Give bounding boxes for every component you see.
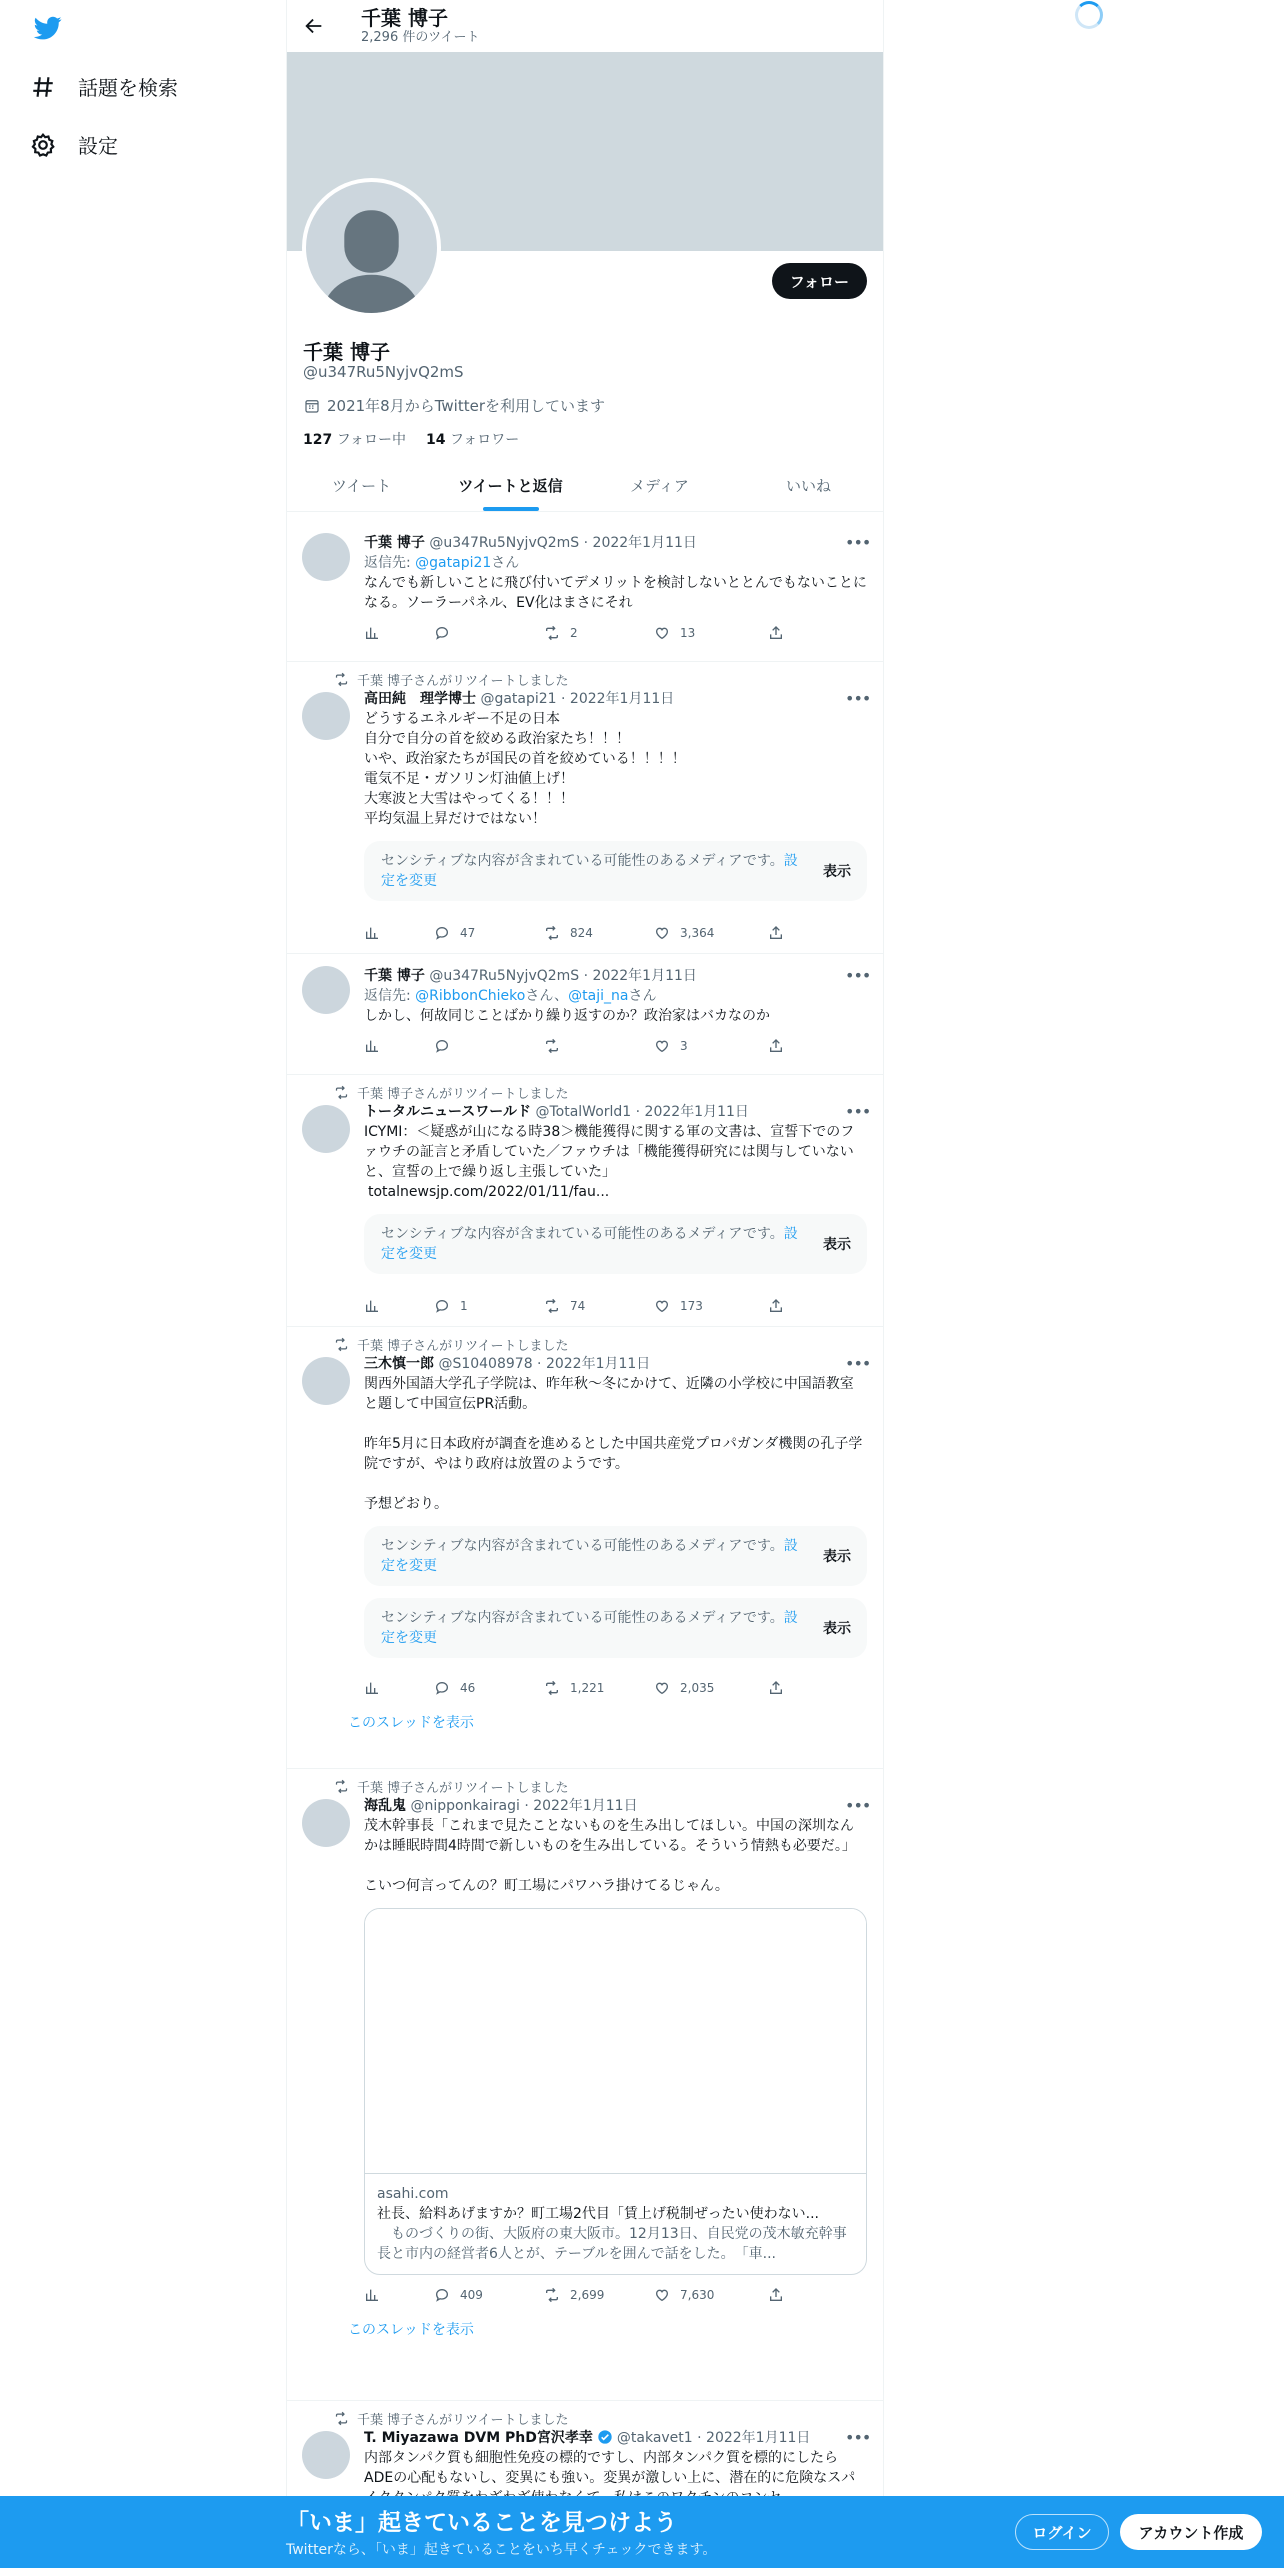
retweet-indicator: 千葉 博子さんがリツイートしました bbox=[334, 2408, 867, 2428]
tweet[interactable] bbox=[287, 1075, 883, 1327]
retweet-icon bbox=[544, 625, 560, 641]
retweet-icon bbox=[544, 1298, 560, 1314]
tweet-actions bbox=[364, 1026, 867, 1066]
reply-action[interactable] bbox=[434, 2287, 483, 2303]
views-action[interactable] bbox=[364, 1298, 380, 1314]
reply-icon bbox=[434, 1680, 450, 1696]
left-nav bbox=[0, 0, 286, 2568]
share-icon bbox=[768, 925, 784, 941]
twitter-logo-icon[interactable] bbox=[32, 14, 64, 42]
tweet[interactable] bbox=[287, 662, 883, 954]
header-name: 千葉 博子 bbox=[361, 6, 448, 30]
retweet-icon bbox=[544, 2287, 560, 2303]
more-icon[interactable]: ••• bbox=[845, 966, 871, 985]
reply-to: 返信先: @RibbonChiekoさん、@taji_naさん bbox=[364, 988, 657, 1004]
views-action[interactable] bbox=[364, 1680, 380, 1696]
tab-likes[interactable]: いいね bbox=[785, 476, 831, 495]
tweet-header: 千葉 博子 @u347Ru5NyjvQ2mS · 2022年1月11日 bbox=[364, 535, 697, 551]
share-action[interactable] bbox=[768, 1038, 784, 1054]
following-link[interactable]: 127 フォロー中 bbox=[303, 432, 406, 448]
share-icon bbox=[768, 2287, 784, 2303]
retweet-icon bbox=[544, 1680, 560, 1696]
follow-button[interactable]: フォロー bbox=[772, 263, 867, 299]
retweet-count: 1,221 bbox=[570, 1681, 605, 1695]
tweet-text: 関西外国語大学孔子学院は、昨年秋〜冬にかけて、近隣の小学校に中国語教室と題して中国宣伝PR活動。 昨年5月に日本政府が調査を進めるとした中国共産党プロパガンダ機関の孔子学院ですが、やはり政府は放置のようです。 予想どおり。 bbox=[364, 1376, 863, 1512]
retweet-indicator: 千葉 博子さんがリツイートしました bbox=[334, 1334, 867, 1354]
avatar[interactable] bbox=[302, 533, 350, 581]
tweet-link[interactable]: totalnewsjp.com/2022/01/11/fau... bbox=[368, 1184, 610, 1200]
login-button[interactable]: ログイン bbox=[1015, 2514, 1109, 2550]
share-icon bbox=[768, 625, 784, 641]
reply-to: 返信先: @gatapi21さん bbox=[364, 555, 520, 571]
tweet-text: しかし、何故同じことばかり繰り返すのか？政治家はバカなのか bbox=[364, 1008, 770, 1024]
reply-handle-link[interactable]: @gatapi21 bbox=[415, 555, 492, 571]
nav-explore[interactable] bbox=[30, 72, 178, 101]
reply-icon bbox=[434, 1298, 450, 1314]
avatar[interactable] bbox=[302, 1799, 350, 1847]
change-settings-link[interactable]: 設定を変更 bbox=[381, 1226, 798, 1262]
avatar[interactable] bbox=[302, 1357, 350, 1405]
change-settings-link[interactable]: 設定を変更 bbox=[381, 1538, 798, 1574]
gear-icon bbox=[30, 132, 56, 158]
reply-count: 46 bbox=[460, 1681, 476, 1695]
more-icon[interactable]: ••• bbox=[845, 689, 871, 708]
reply-action[interactable] bbox=[434, 1038, 460, 1054]
like-action[interactable] bbox=[654, 1038, 688, 1054]
like-action[interactable] bbox=[654, 925, 714, 941]
card-description: ものづくりの街、大阪府の東大阪市。12月13日、自民党の茂木敏充幹事長と市内の経営者6人とが、テーブルを囲んで話をした。 「車... bbox=[377, 2226, 847, 2262]
share-action[interactable] bbox=[768, 625, 784, 641]
reply-action[interactable] bbox=[434, 1680, 475, 1696]
profile-handle: @u347Ru5NyjvQ2mS bbox=[303, 363, 464, 381]
signup-banner bbox=[0, 2496, 1284, 2568]
tweet-header: 千葉 博子 @u347Ru5NyjvQ2mS · 2022年1月11日 bbox=[364, 968, 697, 984]
more-icon[interactable]: ••• bbox=[845, 2428, 871, 2447]
default-avatar-icon bbox=[306, 182, 437, 313]
retweet-icon bbox=[544, 925, 560, 941]
views-icon bbox=[364, 625, 380, 641]
retweet-icon bbox=[334, 1337, 349, 1352]
retweet-action[interactable] bbox=[544, 1038, 570, 1054]
reply-count: 47 bbox=[460, 926, 476, 940]
views-action[interactable] bbox=[364, 2287, 380, 2303]
profile-tabs bbox=[287, 459, 883, 512]
views-action[interactable] bbox=[364, 1038, 380, 1054]
retweet-indicator: 千葉 博子さんがリツイートしました bbox=[334, 1082, 867, 1102]
nav-explore-label: 話題を検索 bbox=[78, 76, 178, 100]
like-icon bbox=[654, 1038, 670, 1054]
retweet-icon bbox=[334, 2411, 349, 2426]
retweet-icon bbox=[334, 672, 349, 687]
calendar-icon bbox=[303, 397, 321, 415]
views-icon bbox=[364, 1038, 380, 1054]
retweet-count: 74 bbox=[570, 1299, 586, 1313]
avatar[interactable] bbox=[302, 692, 350, 740]
like-action[interactable] bbox=[654, 1298, 703, 1314]
tweet-header: 高田純 理学博士 @gatapi21 · 2022年1月11日 bbox=[364, 691, 675, 707]
reply-action[interactable] bbox=[434, 1298, 468, 1314]
profile-info bbox=[287, 251, 883, 521]
tweet-header: トータルニュースワールド @TotalWorld1 · 2022年1月11日 bbox=[364, 1104, 749, 1120]
tab-media[interactable]: メディア bbox=[630, 476, 689, 495]
more-icon[interactable]: ••• bbox=[845, 1354, 871, 1373]
like-count: 3,364 bbox=[680, 926, 715, 940]
tweet-actions bbox=[364, 2275, 867, 2315]
show-media-button[interactable]: 表示 bbox=[823, 1549, 851, 1565]
share-action[interactable] bbox=[768, 1298, 784, 1314]
more-icon[interactable]: ••• bbox=[845, 533, 871, 552]
more-icon[interactable]: ••• bbox=[845, 1796, 871, 1815]
followers-link[interactable]: 14 フォロワー bbox=[426, 432, 520, 448]
tweet-text: どうするエネルギー不足の日本 自分で自分の首を絞める政治家たち！！！ いや、政治家たちが国民の首を絞めている！！！！ 電気不足・ガソリン灯油値上げ！ 大寒波と大雪はやってくる！！！ 平均気温上昇だけではない！ bbox=[364, 711, 686, 827]
tweet-header: T. Miyazawa DVM PhD宮沢孝幸 @takavet1 · 2022年1月11日 bbox=[364, 2430, 811, 2446]
retweet-icon bbox=[544, 1038, 560, 1054]
show-media-button[interactable]: 表示 bbox=[823, 1237, 851, 1253]
share-icon bbox=[768, 1038, 784, 1054]
share-icon bbox=[768, 1298, 784, 1314]
reply-action[interactable] bbox=[434, 925, 475, 941]
views-action[interactable] bbox=[364, 925, 380, 941]
tab-tweets-and-replies[interactable]: ツイートと返信 bbox=[436, 459, 585, 511]
show-thread-link[interactable]: このスレッドを表示 bbox=[348, 1715, 474, 1731]
tweet[interactable] bbox=[287, 521, 883, 662]
like-icon bbox=[654, 2287, 670, 2303]
reply-icon bbox=[434, 925, 450, 941]
reply-count: 409 bbox=[460, 2288, 483, 2302]
retweet-action[interactable] bbox=[544, 1298, 585, 1314]
signup-button[interactable]: アカウント作成 bbox=[1120, 2514, 1262, 2550]
share-action[interactable] bbox=[768, 925, 784, 941]
tweet-text: ICYMI：＜疑惑が山になる時38＞機能獲得に関する軍の文書は、宣誓下でのファウチの証言と矛盾していた／ファウチは「機能獲得研究には関与していないと、宣誓の上で繰り返し主張していた」 bbox=[364, 1124, 855, 1180]
change-settings-link[interactable]: 設定を変更 bbox=[381, 1610, 798, 1646]
hashtag-icon bbox=[30, 74, 56, 100]
sensitive-media-notice: センシティブな内容が含まれている可能性のあるメディアです。設定を変更 表示 bbox=[364, 841, 867, 901]
retweet-icon bbox=[334, 1085, 349, 1100]
avatar[interactable] bbox=[302, 2431, 350, 2479]
more-icon[interactable]: ••• bbox=[845, 1102, 871, 1121]
reply-count: 1 bbox=[460, 1299, 468, 1313]
main-column bbox=[286, 0, 884, 2568]
reply-icon bbox=[434, 2287, 450, 2303]
like-icon bbox=[654, 1680, 670, 1696]
like-count: 3 bbox=[680, 1039, 688, 1053]
nav-settings[interactable] bbox=[30, 130, 118, 159]
tweet-text: 内部タンパク質も細胞性免疫の標的ですし、内部タンパク質を標的にしたらADEの心配もないし、変異にも強い。変異が激しい上に、潜在的に危険なスパ bbox=[364, 2450, 856, 2486]
like-count: 13 bbox=[680, 626, 696, 640]
reply-icon bbox=[434, 625, 450, 641]
retweet-indicator: 千葉 博子さんがリツイートしました bbox=[334, 1776, 867, 1796]
retweet-icon bbox=[334, 1779, 349, 1794]
like-count: 2,035 bbox=[680, 1681, 715, 1695]
tweet-actions bbox=[364, 913, 867, 953]
retweet-count: 2,699 bbox=[570, 2288, 605, 2302]
show-thread-link[interactable]: このスレッドを表示 bbox=[348, 2322, 474, 2338]
avatar[interactable] bbox=[302, 966, 350, 1014]
share-action[interactable] bbox=[768, 1680, 784, 1696]
reply-handle-link[interactable]: @taji_na bbox=[568, 988, 629, 1004]
share-action[interactable] bbox=[768, 2287, 784, 2303]
like-action[interactable] bbox=[654, 2287, 714, 2303]
nav-settings-label: 設定 bbox=[78, 134, 118, 158]
sensitive-media-notice: センシティブな内容が含まれている可能性のあるメディアです。設定を変更 表示 bbox=[364, 1526, 867, 1586]
tweet-header: 三木慎一郎 @S10408978 · 2022年1月11日 bbox=[364, 1356, 651, 1372]
like-action[interactable] bbox=[654, 1680, 714, 1696]
tweet[interactable] bbox=[287, 954, 883, 1075]
like-icon bbox=[654, 625, 670, 641]
tweet-actions bbox=[364, 1286, 867, 1326]
reply-action[interactable] bbox=[434, 625, 460, 641]
tweet-actions bbox=[364, 613, 867, 653]
card-title: 社長、給料あげますか？町工場2代目「賃上げ税制ぜったい使わない... bbox=[377, 2206, 819, 2222]
tweet-header: 海乱鬼 @nipponkairagi · 2022年1月11日 bbox=[364, 1798, 638, 1814]
verified-badge-icon bbox=[597, 2429, 613, 2445]
tab-tweets[interactable]: ツイート bbox=[331, 476, 392, 495]
views-icon bbox=[364, 925, 380, 941]
profile-avatar[interactable] bbox=[302, 178, 441, 317]
show-media-button[interactable]: 表示 bbox=[823, 1621, 851, 1637]
views-icon bbox=[364, 1680, 380, 1696]
change-settings-link[interactable]: 設定を変更 bbox=[381, 853, 798, 889]
like-icon bbox=[654, 925, 670, 941]
like-icon bbox=[654, 1298, 670, 1314]
sensitive-media-notice: センシティブな内容が含まれている可能性のあるメディアです。設定を変更 表示 bbox=[364, 1598, 867, 1658]
profile-stats bbox=[303, 429, 519, 449]
back-arrow-icon[interactable] bbox=[303, 15, 325, 37]
card-domain: asahi.com bbox=[377, 2186, 449, 2202]
like-count: 173 bbox=[680, 1299, 703, 1313]
views-icon bbox=[364, 2287, 380, 2303]
show-media-button[interactable]: 表示 bbox=[823, 864, 851, 880]
tweet-text: 茂木幹事長「これまで見たことないものを生み出してほしい。中国の深圳なんかは睡眠時間4時間で新しいものを生み出している。そういう情熱も必要だ。」 こいつ何言ってんの？町工場にパワハラ掛けてるじゃん。 bbox=[364, 1818, 856, 1894]
profile-joined bbox=[303, 395, 605, 416]
profile-name: 千葉 博子 bbox=[303, 340, 390, 364]
retweet-count: 2 bbox=[570, 626, 578, 640]
signup-banner-title: 「いま」起きていることを見つけよう bbox=[286, 2510, 677, 2536]
card-image bbox=[365, 1909, 866, 2174]
reply-icon bbox=[434, 1038, 450, 1054]
sensitive-media-notice: センシティブな内容が含まれている可能性のあるメディアです。設定を変更 表示 bbox=[364, 1214, 867, 1274]
retweet-count: 824 bbox=[570, 926, 593, 940]
retweet-action[interactable] bbox=[544, 625, 578, 641]
like-action[interactable] bbox=[654, 625, 695, 641]
views-action[interactable] bbox=[364, 625, 380, 641]
share-icon bbox=[768, 1680, 784, 1696]
retweet-action[interactable] bbox=[544, 2287, 604, 2303]
retweet-indicator: 千葉 博子さんがリツイートしました bbox=[334, 669, 867, 689]
profile-joined-text: 2021年8月からTwitterを利用しています bbox=[327, 397, 605, 415]
loading-spinner bbox=[1075, 1, 1103, 29]
profile-header bbox=[287, 0, 883, 52]
tweet[interactable] bbox=[287, 1769, 883, 2401]
tweet-actions bbox=[364, 1668, 867, 1708]
views-icon bbox=[364, 1298, 380, 1314]
tweet[interactable] bbox=[287, 1327, 883, 1769]
signup-banner-subtitle: Twitterなら、「いま」起きていることをいち早くチェックできます。 bbox=[286, 2542, 717, 2558]
reply-handle-link[interactable]: @RibbonChieko bbox=[415, 988, 526, 1004]
retweet-action[interactable] bbox=[544, 1680, 604, 1696]
like-count: 7,630 bbox=[680, 2288, 715, 2302]
header-tweet-count: 2,296 件のツイート bbox=[361, 30, 480, 45]
retweet-action[interactable] bbox=[544, 925, 593, 941]
link-card[interactable] bbox=[364, 1908, 867, 2275]
tweet-text: なんでも新しいことに飛び付いてデメリットを検討しないととんでもないことになる。ソーラーパネル、EV化はまさにそれ bbox=[364, 575, 867, 611]
avatar[interactable] bbox=[302, 1105, 350, 1153]
